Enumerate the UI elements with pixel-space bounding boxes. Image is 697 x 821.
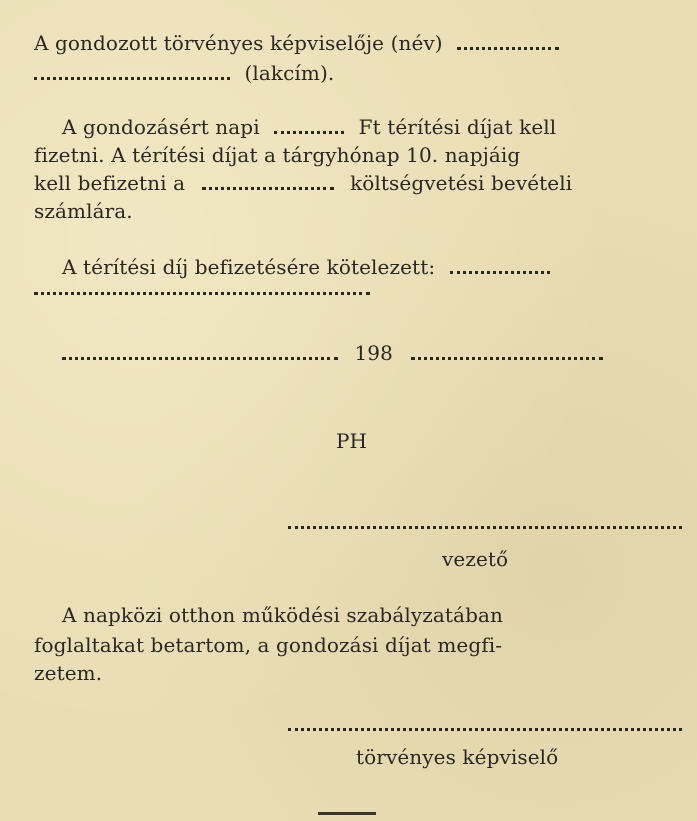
manager-signature-field[interactable] xyxy=(288,526,682,529)
manager-label-line xyxy=(442,546,508,572)
date-year: 198 xyxy=(354,341,393,365)
declaration-line-2 xyxy=(34,632,502,658)
fee-line-3 xyxy=(34,170,572,196)
fee-text-2: fizetni. A térítési díjat a tárgyhónap 10. napjáig xyxy=(34,143,521,167)
guardian-sig-label-line xyxy=(356,744,558,770)
stamp-label xyxy=(336,428,367,454)
declaration-line-1 xyxy=(62,602,503,628)
manager-label: vezető xyxy=(442,547,509,571)
daily-fee-label: A gondozásért napi xyxy=(62,115,260,139)
payer-line xyxy=(62,254,550,280)
date-line xyxy=(62,340,603,366)
guardian-label: A gondozott törvényes képviselője (név) xyxy=(34,31,443,55)
fee-text-4: számlára. xyxy=(34,199,133,223)
payer-field-cont[interactable] xyxy=(34,292,370,295)
declaration-line-3 xyxy=(34,660,102,686)
stamp-text: PH xyxy=(336,429,368,453)
place-field[interactable] xyxy=(62,343,338,360)
fee-line-4 xyxy=(34,198,133,224)
guardian-sig-label: törvényes képviselő xyxy=(356,745,559,769)
address-label: (lakcím). xyxy=(244,61,335,85)
guardian-line-2 xyxy=(34,60,334,86)
budget-account-field[interactable] xyxy=(202,173,334,190)
fee-text-3b: költségvetési bevételi xyxy=(350,171,573,195)
daily-fee-field[interactable] xyxy=(274,117,344,134)
bottom-rule xyxy=(318,812,376,815)
fee-unit-label: Ft térítési díjat kell xyxy=(358,115,557,139)
date-field[interactable] xyxy=(411,343,603,360)
guardian-name-field[interactable] xyxy=(457,33,559,50)
guardian-address-field[interactable] xyxy=(34,63,230,80)
fee-text-3a: kell befizetni a xyxy=(34,171,186,195)
guardian-line-1 xyxy=(34,30,559,56)
declaration-text-3: zetem. xyxy=(34,661,103,685)
payer-field[interactable] xyxy=(450,257,550,274)
fee-line-2 xyxy=(34,142,680,168)
fee-line-1 xyxy=(62,114,556,140)
guardian-signature-field[interactable] xyxy=(288,728,682,731)
declaration-text-1: A napközi otthon működési szabályzatában xyxy=(62,603,503,627)
payer-label: A térítési díj befizetésére kötelezett: xyxy=(62,255,436,279)
declaration-text-2: foglaltakat betartom, a gondozási díjat megfi- xyxy=(34,633,503,657)
